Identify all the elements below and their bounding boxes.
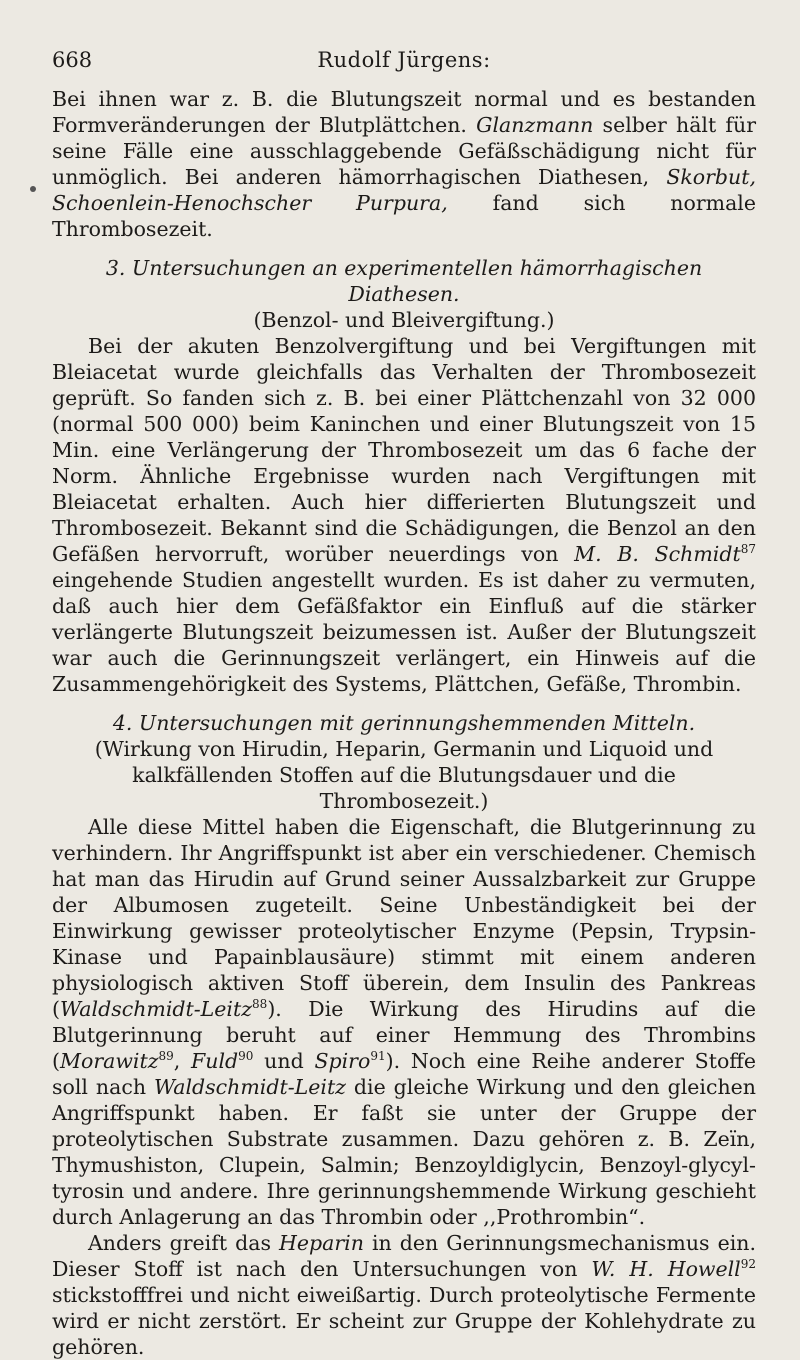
footnote-ref: 92 bbox=[740, 1257, 756, 1271]
disease-names: Skorbut, Schoenlein-Henochscher Purpura, bbox=[52, 165, 756, 215]
section-4-title: 4. Untersuchungen mit gerinnungshemmenden Mitteln. bbox=[112, 711, 696, 735]
author-name: Spiro bbox=[314, 1049, 371, 1073]
running-head: Rudolf Jürgens: bbox=[317, 48, 491, 72]
paragraph-2: Bei der akuten Benzolvergiftung und bei Vergiftungen mit Bleiacetat wurde gleichfalls das Verhalten der Thrombosezeit geprüft. So fanden sich z. B. bei einer Plättchenzahl von 32 000 (normal 500 000) beim Kaninchen und einer Blutungszeit von 15 Min. eine Verlängerung der Thrombosezeit um das 6 fache der Norm. Ähnliche Ergebnisse wurden nach Vergiftungen mit Bleiacetat erhalten. Auch hier differierten Blutungszeit und Thrombosezeit. Bekannt sind die Schädigungen, die Benzol an den Gefäßen hervorruft, worüber neuerdings von M. B. Schmidt$^{87}$ eingehende Studien angestellt wurden. Es ist daher zu vermuten, daß auch hier dem Gefäßfaktor ein Einfluß auf die stärker verlängerte Blutungszeit beizumessen ist. Außer der Blutungszeit war auch die Gerinnungszeit verlängert, ein Hinweis auf die Zusammengehörigkeit des Systems, Plättchen, Gefäße, Thrombin. bbox=[52, 334, 756, 696]
footnote-ref: 90 bbox=[238, 1049, 254, 1063]
author-name: W. H. Howell bbox=[591, 1257, 741, 1281]
page-number: 668 bbox=[52, 48, 93, 72]
section-3-subtitle: (Benzol- und Bleivergiftung.) bbox=[253, 308, 555, 332]
author-name: Morawitz bbox=[60, 1049, 159, 1073]
author-name: M. B. Schmidt bbox=[574, 542, 741, 566]
margin-mark bbox=[30, 186, 36, 192]
paragraph-1: Bei ihnen war z. B. die Blutungszeit normal und es bestanden Formveränderungen der Blutplättchen. Glanzmann selber hält für seine Fälle eine ausschlaggebende Gefäßschädigung nicht für unmöglich. Bei anderen hämorrhagischen Diathesen, Skorbut, Schoenlein-Henochscher Purpura, fand sich normale Thrombosezeit. bbox=[52, 87, 756, 241]
section-4-subtitle: (Wirkung von Hirudin, Heparin, Germanin und Liquoid und kalkfällenden Stoffen auf die Blutungsdauer und die Thrombosezeit.) bbox=[94, 737, 714, 813]
footnote-ref: 91 bbox=[370, 1049, 386, 1063]
author-name: Waldschmidt-Leitz bbox=[60, 997, 253, 1021]
paragraph-3: Alle diese Mittel haben die Eigenschaft, die Blutgerinnung zu verhindern. Ihr Angriffspunkt ist aber ein verschiedener. Chemisch hat man das Hirudin auf Grund seiner Aussalzbarkeit zur Gruppe der Albumosen zugeteilt. Seine Unbeständigkeit bei der Einwirkung gewisser proteolytischer Enzyme (Pepsin, Trypsin-Kinase und Papainblausäure) stimmt mit einem anderen physiologisch aktiven Stoff überein, dem Insulin des Pankreas (Waldschmidt-Leitz$^{88}$). Die Wirkung des Hirudins auf die Blutgerinnung beruht auf einer Hemmung des Thrombins (Morawitz$^{89}$, Fuld$^{90}$ und Spiro$^{91}$). Noch eine Reihe anderer Stoffe soll nach Waldschmidt-Leitz die gleiche Wirkung und den gleichen Angriffspunkt haben. Er faßt sie unter der Gruppe der proteolytischen Substrate zusammen. Dazu gehören z. B. Zeïn, Thymushiston, Clupein, Salmin; Benzoyldiglycin, Benzoyl-glycyl-tyrosin und andere. Ihre gerinnungshemmende Wirkung geschieht durch Anlagerung an das Thrombin oder ,,Prothrombin“. bbox=[52, 815, 757, 1229]
footnote-ref: 87 bbox=[740, 542, 756, 556]
author-name: Waldschmidt-Leitz bbox=[153, 1075, 346, 1099]
author-name: Fuld bbox=[191, 1049, 239, 1073]
section-3-title: 3. Untersuchungen an experimentellen hämorrhagischen Diathesen. bbox=[105, 256, 703, 306]
footnote-ref: 88 bbox=[252, 997, 268, 1011]
author-name: Glanzmann bbox=[476, 113, 594, 137]
paragraph-4: Anders greift das Heparin in den Gerinnungsmechanismus ein. Dieser Stoff ist nach den Untersuchungen von W. H. Howell$^{92}$ stickstofffrei und nicht eiweißartig. Durch proteolytische Fermente wird er nicht zerstört. Er scheint zur Gruppe der Kohlehydrate zu gehören. bbox=[52, 1231, 756, 1359]
footnote-ref: 89 bbox=[158, 1049, 174, 1063]
page-header bbox=[52, 48, 756, 86]
substance-name: Heparin bbox=[279, 1231, 364, 1255]
